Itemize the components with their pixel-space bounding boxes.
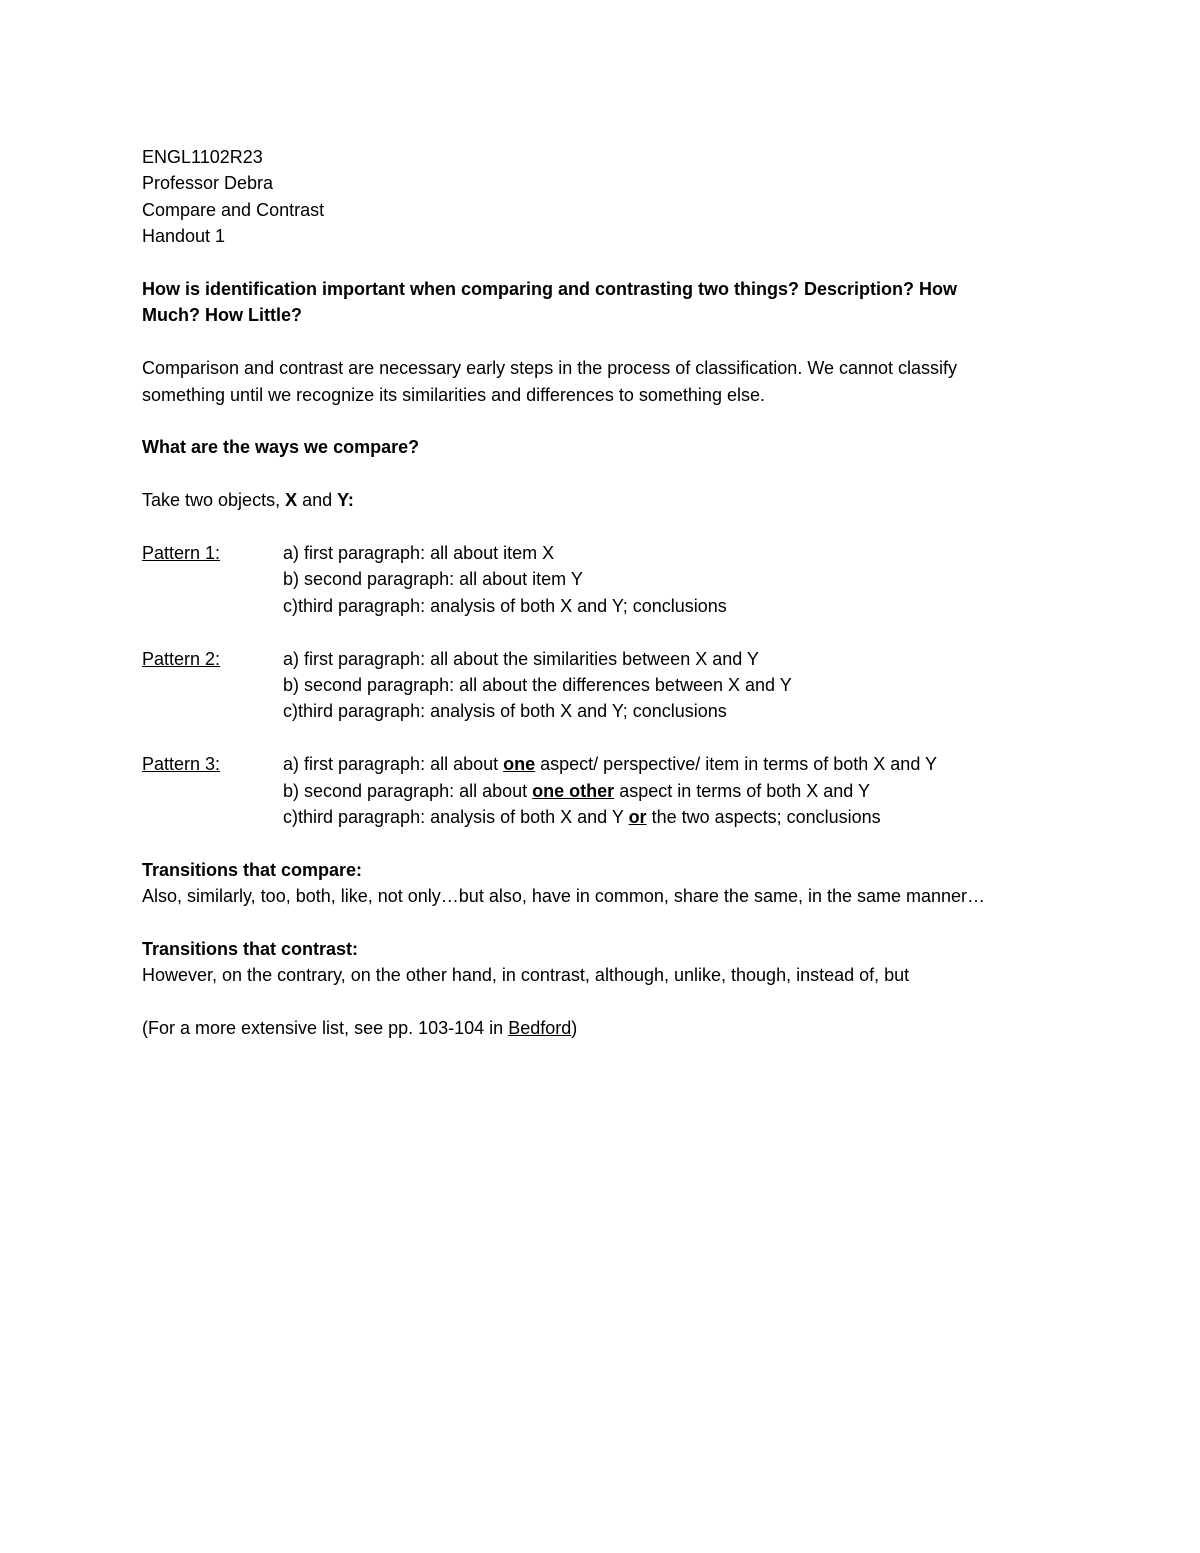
objects-and: and xyxy=(297,490,338,511)
pattern-1-item-b: b) second paragraph: all about item Y xyxy=(283,569,583,590)
question-line-1: How is identification important when comparing and contrasting two things? Description? How xyxy=(142,279,958,300)
objects-prefix: Take two objects, xyxy=(142,490,286,511)
pattern-3-item-b-emphasis: one other xyxy=(532,780,615,801)
pattern-2-item-b: b) second paragraph: all about the differences between X and Y xyxy=(283,675,792,696)
pattern-3-item-a-after: aspect/ perspective/ item in terms of both X and Y xyxy=(535,754,938,775)
pattern-2-items xyxy=(283,646,792,725)
object-y: Y xyxy=(337,490,348,511)
handout-number: Handout 1 xyxy=(142,226,226,247)
transitions-contrast-heading: Transitions that contrast: xyxy=(142,939,359,960)
handout-page xyxy=(142,144,1102,1042)
pattern-3-item-b-before: b) second paragraph: all about xyxy=(283,780,533,801)
pattern-3-item-c-after: the two aspects; conclusions xyxy=(646,807,881,828)
reference-before: (For a more extensive list, see pp. 103-104 in xyxy=(142,1018,509,1039)
pattern-2-item-a: a) first paragraph: all about the similarities between X and Y xyxy=(283,648,759,669)
ways-heading: What are the ways we compare? xyxy=(142,437,420,458)
intro-line-1: Comparison and contrast are necessary early steps in the process of classification. We cannot classify xyxy=(142,358,958,379)
reference-book-title: Bedford xyxy=(508,1018,572,1039)
transitions-compare-heading: Transitions that compare: xyxy=(142,859,363,880)
pattern-1-label: Pattern 1: xyxy=(142,543,221,564)
pattern-3-label: Pattern 3: xyxy=(142,754,221,775)
transitions-contrast-text: However, on the contrary, on the other hand, in contrast, although, unlike, though, instead of, but xyxy=(142,965,910,986)
handout-topic: Compare and Contrast xyxy=(142,199,325,220)
intro-line-2: something until we recognize its similarities and differences to something else. xyxy=(142,384,765,405)
transitions-compare-text: Also, similarly, too, both, like, not only…but also, have in common, share the same, in the same manner… xyxy=(142,886,986,907)
objects-suffix: : xyxy=(347,490,354,511)
pattern-3-item-a-emphasis: one xyxy=(503,754,536,775)
pattern-2-label: Pattern 2: xyxy=(142,648,221,669)
pattern-3-item-c xyxy=(283,804,937,830)
pattern-3-item-c-before: c)third paragraph: analysis of both X and Y xyxy=(283,807,629,828)
professor-name: Professor Debra xyxy=(142,173,274,194)
pattern-1 xyxy=(142,540,1102,619)
pattern-3-item-c-emphasis: or xyxy=(628,807,647,828)
reference-line xyxy=(142,1015,1102,1041)
pattern-3 xyxy=(142,751,1102,830)
pattern-1-item-a: a) first paragraph: all about item X xyxy=(283,543,555,564)
course-code: ENGL1102R23 xyxy=(142,147,263,167)
pattern-3-items xyxy=(283,751,937,830)
pattern-1-items xyxy=(283,540,727,619)
pattern-2 xyxy=(142,646,1102,725)
pattern-3-item-b-after: aspect in terms of both X and Y xyxy=(614,780,871,801)
pattern-3-item-b xyxy=(283,778,937,804)
reference-after: ) xyxy=(571,1018,578,1039)
pattern-2-item-c: c)third paragraph: analysis of both X and Y; conclusions xyxy=(283,701,727,722)
pattern-1-item-c: c)third paragraph: analysis of both X and Y; conclusions xyxy=(283,595,727,616)
question-line-2: Much? How Little? xyxy=(142,305,302,326)
objects-line xyxy=(142,487,1102,513)
pattern-3-item-a xyxy=(283,751,937,777)
object-x: X xyxy=(285,490,298,511)
pattern-3-item-a-before: a) first paragraph: all about xyxy=(283,754,504,775)
